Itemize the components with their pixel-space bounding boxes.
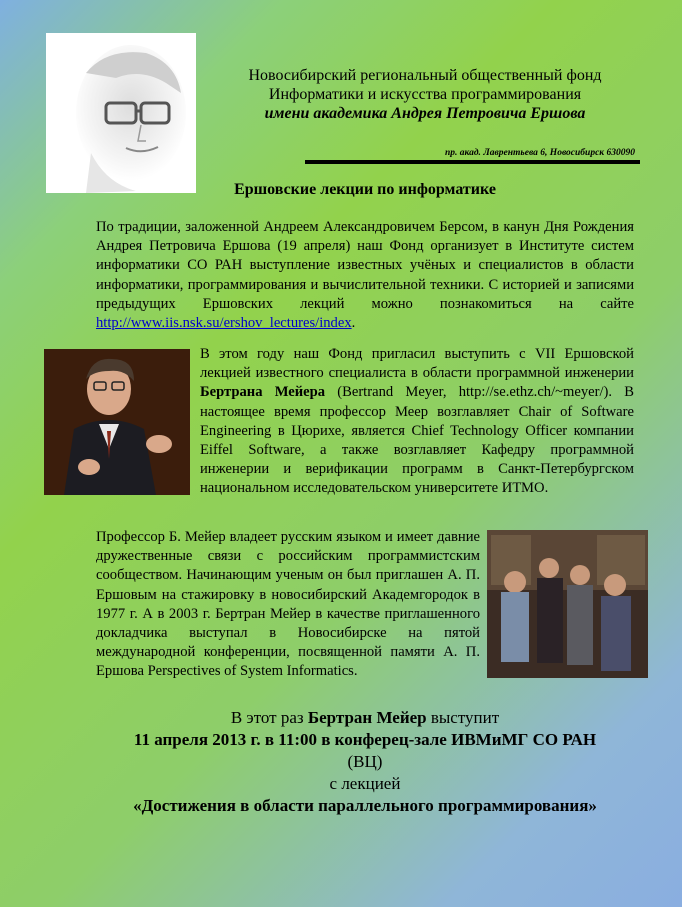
intro-paragraph <box>96 218 634 333</box>
announcement-verb: выступит <box>426 708 500 727</box>
meyer-name: Бертрана Мейера <box>200 384 326 401</box>
header-line-1: Новосибирский региональный общественный фонд <box>248 67 602 84</box>
intro-text: По традиции, заложенной Андреем Александровичем Берсом, в канун Дня Рождения Андрея Петровича Ершова (19 апреля) наш Фонд организует в Институте систем информатики СО РАН выступление известных учёных и специалистов в области информатики, программирования и вычислительной техники. С историей и записями предыдущих Ершовских лекций можно познакомиться на сайте <box>96 219 634 312</box>
announcement-intro: В этот раз <box>230 708 308 727</box>
intro-end: . <box>351 315 356 332</box>
meyer-bio-before: В этом году наш Фонд пригласил выступить с VII Ершовской лекцией известного специалиста в области программной инженерии <box>200 346 634 382</box>
announcement-speaker: Бертран Мейер <box>307 708 427 727</box>
lectures-link[interactable]: http://www.iis.nsk.su/ershov_lectures/index <box>96 315 352 332</box>
lecture-announcement <box>90 707 640 817</box>
announcement-datetime: 11 апреля 2013 г. в 11:00 в конферец-зале ИВМиМГ СО РАН <box>133 730 597 749</box>
foundation-header <box>210 66 640 123</box>
announcement-line-1 <box>90 707 640 729</box>
announcement-lecture-label: с лекцией <box>329 774 401 793</box>
meyer-lecture-photo <box>44 349 190 495</box>
ershov-portrait-image <box>46 33 196 193</box>
history-paragraph: Профессор Б. Мейер владеет русским языком и имеет давние дружественные связи с российским программистским сообществом. Начинающим ученым он был приглашен А. П. Ершовым на стажировку в новосибирский Академгородок в 1977 г. А в 2003 г. Бертран Мейер в качестве приглашенного докладчика выступал в Новосибирске на пятой международной конференции, посвященной памяти А. П. Ершова Perspectives of System Informatics. <box>96 529 480 680</box>
announcement-venue-note: (ВЦ) <box>347 752 383 771</box>
meyer-bio-paragraph <box>200 345 634 499</box>
foundation-address: пр. акад. Лаврентьева 6, Новосибирск 630090 <box>444 148 635 158</box>
header-line-3: имени академика Андрея Петровича Ершова <box>264 105 586 122</box>
lecture-title: «Достижения в области параллельного программирования» <box>133 796 597 815</box>
header-divider <box>305 160 640 164</box>
meyer-bio-after: (Bertrand Meyer, http://se.ethz.ch/~meyer/). В настоящее время профессор Меер возглавляет Chair of Software Engineering в Цюрихе, является Chief Technology Officer компании Eiffel Software, а также возглавляет Кафедру программной инженерии и верификации программ в Санкт-Петербургском национальном исследовательском университете ИТМО. <box>200 384 634 497</box>
section-title: Ершовские лекции по информатике <box>234 181 496 198</box>
header-line-2: Информатики и искусства программирования <box>268 86 582 103</box>
group-photo <box>487 530 648 678</box>
